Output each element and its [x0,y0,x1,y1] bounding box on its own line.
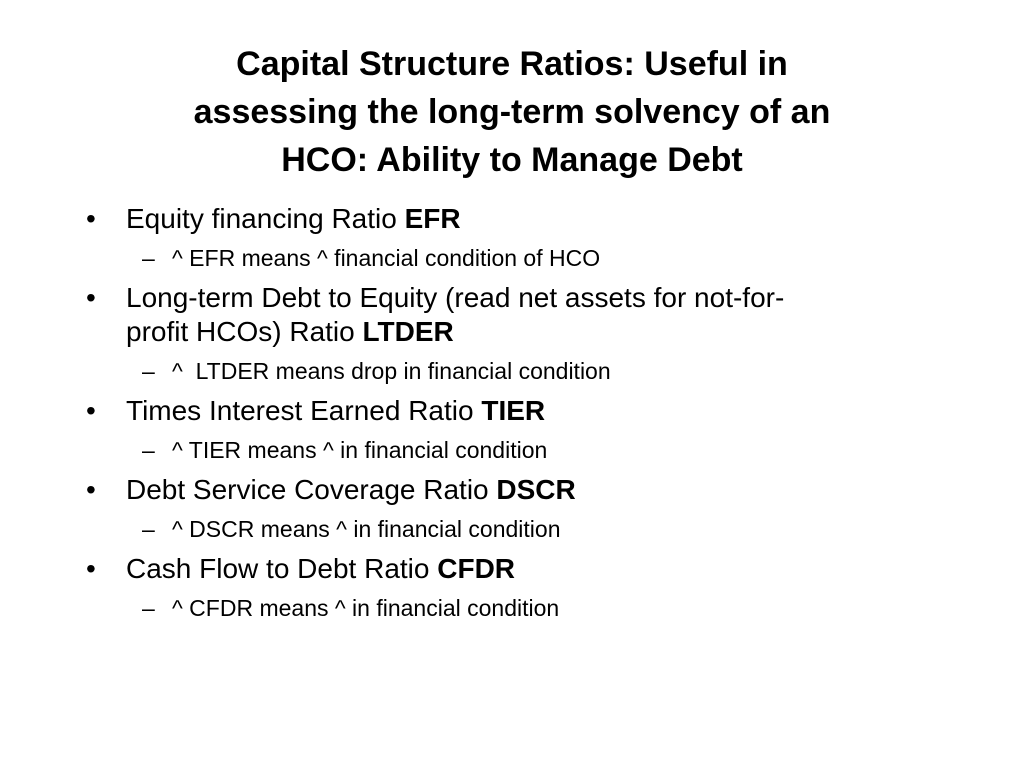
bullet-item-cfdr [84,552,944,586]
bullet-item-ltder [84,281,944,349]
sub-text: ^ LTDER means drop in financial condition [172,358,611,384]
bullet-key: CFDR [437,553,516,584]
bullet-text: Times Interest Earned Ratio [126,395,482,426]
bullet-key: EFR [404,203,461,234]
bullet-text-line-1: Long-term Debt to Equity (read net assets for not-for- [126,282,785,313]
sub-text: ^ EFR means ^ financial condition of HCO [172,245,601,271]
sub-text: ^ DSCR means ^ in financial condition [172,516,561,542]
bullet-list [84,198,944,631]
title-line-2: assessing the long-term solvency of an [193,93,831,131]
bullet-text: Debt Service Coverage Ratio [126,474,497,505]
bullet-text: Equity financing Ratio [126,203,405,234]
bullet-key: TIER [481,395,546,426]
bullet-item-efr [84,202,944,236]
bullet-text-line-2: profit HCOs) Ratio [126,316,363,347]
title-line-3: HCO: Ability to Manage Debt [281,141,743,179]
bullet-marker: • [86,553,96,584]
slide-title [100,40,924,184]
sub-text: ^ CFDR means ^ in financial condition [172,595,560,621]
sub-marker: – [142,437,155,463]
bullet-marker: • [86,474,96,505]
sub-item-efr [84,243,944,273]
sub-marker: – [142,595,155,621]
sub-item-ltder [84,356,944,386]
sub-marker: – [142,516,155,542]
bullet-key: LTDER [362,316,454,347]
sub-text: ^ TIER means ^ in financial condition [172,437,548,463]
bullet-marker: • [86,282,96,313]
bullet-text: Cash Flow to Debt Ratio [126,553,438,584]
bullet-item-dscr [84,473,944,507]
bullet-item-tier [84,394,944,428]
bullet-marker: • [86,395,96,426]
sub-marker: – [142,358,155,384]
bullet-key: DSCR [496,474,576,505]
title-line-1: Capital Structure Ratios: Useful in [236,45,788,83]
sub-item-cfdr [84,593,944,623]
sub-marker: – [142,245,155,271]
bullet-marker: • [86,203,96,234]
sub-item-dscr [84,514,944,544]
sub-item-tier [84,435,944,465]
